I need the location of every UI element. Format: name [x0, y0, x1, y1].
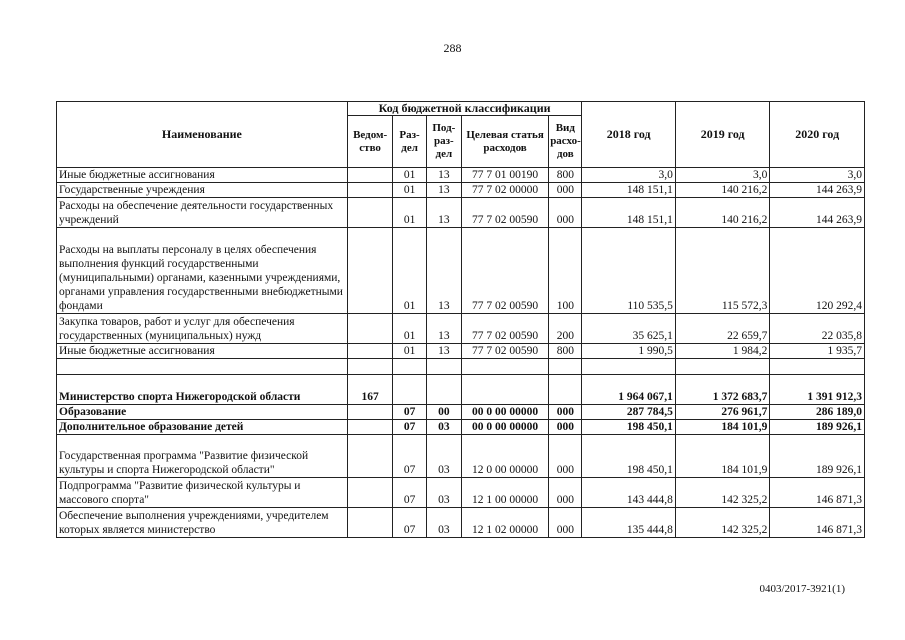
cell-podrazdel: 03: [426, 508, 461, 538]
cell-podrazdel: 03: [426, 435, 461, 478]
cell-vid-raskhodov: 000: [549, 420, 582, 435]
header-podrazdel: Под-раз-дел: [426, 116, 461, 168]
cell-celevaya-statya: 77 7 02 00000: [461, 183, 548, 198]
cell-2018: 198 450,1: [582, 435, 675, 478]
cell-podrazdel: 13: [426, 228, 461, 314]
cell-name: Подпрограмма "Развитие физической культуры и массового спорта": [57, 478, 348, 508]
cell-2020: 120 292,4: [770, 228, 865, 314]
cell-vid-raskhodov: 000: [549, 435, 582, 478]
cell-2018: 35 625,1: [582, 314, 675, 344]
cell-2018: 1 990,5: [582, 344, 675, 359]
cell-podrazdel: 13: [426, 344, 461, 359]
header-year-2018: 2018 год: [582, 102, 675, 168]
cell-name: Закупка товаров, работ и услуг для обеспечения государственных (муниципальных) нужд: [57, 314, 348, 344]
cell-2020: 286 189,0: [770, 405, 865, 420]
cell-podrazdel: 13: [426, 183, 461, 198]
cell-celevaya-statya: 77 7 02 00590: [461, 198, 548, 228]
cell-name: Дополнительное образование детей: [57, 420, 348, 435]
cell-razdel: [393, 359, 426, 375]
cell-podrazdel: 03: [426, 478, 461, 508]
cell-vedomstvo: [347, 508, 393, 538]
cell-celevaya-statya: 00 0 00 00000: [461, 420, 548, 435]
cell-celevaya-statya: [461, 359, 548, 375]
header-year-2020: 2020 год: [770, 102, 865, 168]
cell-name: Расходы на выплаты персоналу в целях обеспечения выполнения функций государственными (муниципальными) органами, казенными учреждениями, органами управления государственными внебюджетными фондами: [57, 228, 348, 314]
cell-celevaya-statya: [461, 375, 548, 405]
table-row: [57, 405, 865, 420]
cell-vedomstvo: [347, 198, 393, 228]
cell-name: Министерство спорта Нижегородской области: [57, 375, 348, 405]
cell-razdel: 01: [393, 344, 426, 359]
header-name: Наименование: [57, 102, 348, 168]
header-year-2019: 2019 год: [675, 102, 770, 168]
cell-2019: 184 101,9: [675, 435, 770, 478]
cell-2019: 115 572,3: [675, 228, 770, 314]
cell-vid-raskhodov: 800: [549, 344, 582, 359]
cell-2020: 146 871,3: [770, 508, 865, 538]
cell-celevaya-statya: 12 1 02 00000: [461, 508, 548, 538]
table-row: [57, 435, 865, 478]
cell-2019: 22 659,7: [675, 314, 770, 344]
page-number: 288: [443, 41, 462, 55]
cell-2018: 143 444,8: [582, 478, 675, 508]
table-row: [57, 228, 865, 314]
cell-vedomstvo: [347, 435, 393, 478]
cell-2018: 148 151,1: [582, 183, 675, 198]
cell-celevaya-statya: 77 7 01 00190: [461, 168, 548, 183]
cell-2020: 22 035,8: [770, 314, 865, 344]
cell-razdel: 01: [393, 168, 426, 183]
cell-2019: 184 101,9: [675, 420, 770, 435]
cell-2018: 148 151,1: [582, 198, 675, 228]
cell-name: [57, 359, 348, 375]
cell-vid-raskhodov: 200: [549, 314, 582, 344]
cell-name: Обеспечение выполнения учреждениями, учредителем которых является министерство: [57, 508, 348, 538]
cell-razdel: [393, 375, 426, 405]
cell-2019: 1 984,2: [675, 344, 770, 359]
cell-2018: 287 784,5: [582, 405, 675, 420]
header-vid-raskhodov: Вид расхо-дов: [549, 116, 582, 168]
cell-vid-raskhodov: 000: [549, 478, 582, 508]
cell-razdel: 01: [393, 314, 426, 344]
cell-celevaya-statya: 77 7 02 00590: [461, 344, 548, 359]
cell-podrazdel: [426, 359, 461, 375]
cell-vedomstvo: [347, 420, 393, 435]
cell-2018: 3,0: [582, 168, 675, 183]
cell-2019: 140 216,2: [675, 198, 770, 228]
cell-name: Образование: [57, 405, 348, 420]
cell-vedomstvo: [347, 183, 393, 198]
cell-2019: 3,0: [675, 168, 770, 183]
cell-podrazdel: 13: [426, 168, 461, 183]
cell-2019: 142 325,2: [675, 478, 770, 508]
cell-podrazdel: 13: [426, 314, 461, 344]
cell-name: Иные бюджетные ассигнования: [57, 168, 348, 183]
cell-celevaya-statya: 77 7 02 00590: [461, 314, 548, 344]
cell-podrazdel: 03: [426, 420, 461, 435]
cell-name: Иные бюджетные ассигнования: [57, 344, 348, 359]
cell-vid-raskhodov: 000: [549, 198, 582, 228]
table-row: [57, 478, 865, 508]
header-celevaya-statya: Целевая статья расходов: [461, 116, 548, 168]
cell-razdel: 07: [393, 478, 426, 508]
cell-2019: 1 372 683,7: [675, 375, 770, 405]
cell-2018: [582, 359, 675, 375]
cell-2020: 189 926,1: [770, 435, 865, 478]
cell-vedomstvo: 167: [347, 375, 393, 405]
table-row: [57, 508, 865, 538]
cell-vid-raskhodov: 800: [549, 168, 582, 183]
cell-name: Государственные учреждения: [57, 183, 348, 198]
cell-2020: [770, 359, 865, 375]
cell-vedomstvo: [347, 359, 393, 375]
cell-2018: 135 444,8: [582, 508, 675, 538]
cell-2020: 146 871,3: [770, 478, 865, 508]
cell-razdel: 01: [393, 228, 426, 314]
cell-razdel: 01: [393, 183, 426, 198]
header-vedomstvo: Ведом-ство: [347, 116, 393, 168]
table-row: [57, 375, 865, 405]
cell-celevaya-statya: 12 0 00 00000: [461, 435, 548, 478]
cell-vedomstvo: [347, 478, 393, 508]
table-row: [57, 359, 865, 375]
cell-celevaya-statya: 12 1 00 00000: [461, 478, 548, 508]
cell-vid-raskhodov: 000: [549, 405, 582, 420]
cell-vedomstvo: [347, 314, 393, 344]
cell-vid-raskhodov: 000: [549, 508, 582, 538]
cell-vid-raskhodov: 100: [549, 228, 582, 314]
header-razdel: Раз-дел: [393, 116, 426, 168]
table-row: [57, 198, 865, 228]
cell-2018: 110 535,5: [582, 228, 675, 314]
cell-razdel: 07: [393, 420, 426, 435]
cell-razdel: 07: [393, 405, 426, 420]
budget-table: [56, 101, 865, 538]
table-row: [57, 183, 865, 198]
cell-vedomstvo: [347, 168, 393, 183]
cell-podrazdel: 00: [426, 405, 461, 420]
cell-2018: 1 964 067,1: [582, 375, 675, 405]
cell-razdel: 07: [393, 508, 426, 538]
cell-razdel: 07: [393, 435, 426, 478]
table-row: [57, 420, 865, 435]
cell-name: Расходы на обеспечение деятельности государственных учреждений: [57, 198, 348, 228]
cell-2019: 142 325,2: [675, 508, 770, 538]
cell-2020: 189 926,1: [770, 420, 865, 435]
cell-vedomstvo: [347, 344, 393, 359]
cell-2019: 276 961,7: [675, 405, 770, 420]
cell-podrazdel: 13: [426, 198, 461, 228]
cell-2020: 144 263,9: [770, 198, 865, 228]
cell-2020: 3,0: [770, 168, 865, 183]
cell-vedomstvo: [347, 405, 393, 420]
cell-celevaya-statya: 77 7 02 00590: [461, 228, 548, 314]
cell-2019: 140 216,2: [675, 183, 770, 198]
cell-name: Государственная программа "Развитие физической культуры и спорта Нижегородской области": [57, 435, 348, 478]
cell-vid-raskhodov: [549, 375, 582, 405]
cell-2018: 198 450,1: [582, 420, 675, 435]
cell-2020: 1 391 912,3: [770, 375, 865, 405]
cell-celevaya-statya: 00 0 00 00000: [461, 405, 548, 420]
cell-vid-raskhodov: [549, 359, 582, 375]
table-row: [57, 314, 865, 344]
cell-2020: 144 263,9: [770, 183, 865, 198]
table-row: [57, 344, 865, 359]
table-row: [57, 168, 865, 183]
cell-2020: 1 935,7: [770, 344, 865, 359]
table-body: [57, 168, 865, 538]
header-classification-group: Код бюджетной классификации: [347, 102, 582, 116]
cell-vid-raskhodov: 000: [549, 183, 582, 198]
cell-vedomstvo: [347, 228, 393, 314]
cell-podrazdel: [426, 375, 461, 405]
cell-2019: [675, 359, 770, 375]
document-code: 0403/2017-3921(1): [759, 583, 845, 595]
cell-razdel: 01: [393, 198, 426, 228]
